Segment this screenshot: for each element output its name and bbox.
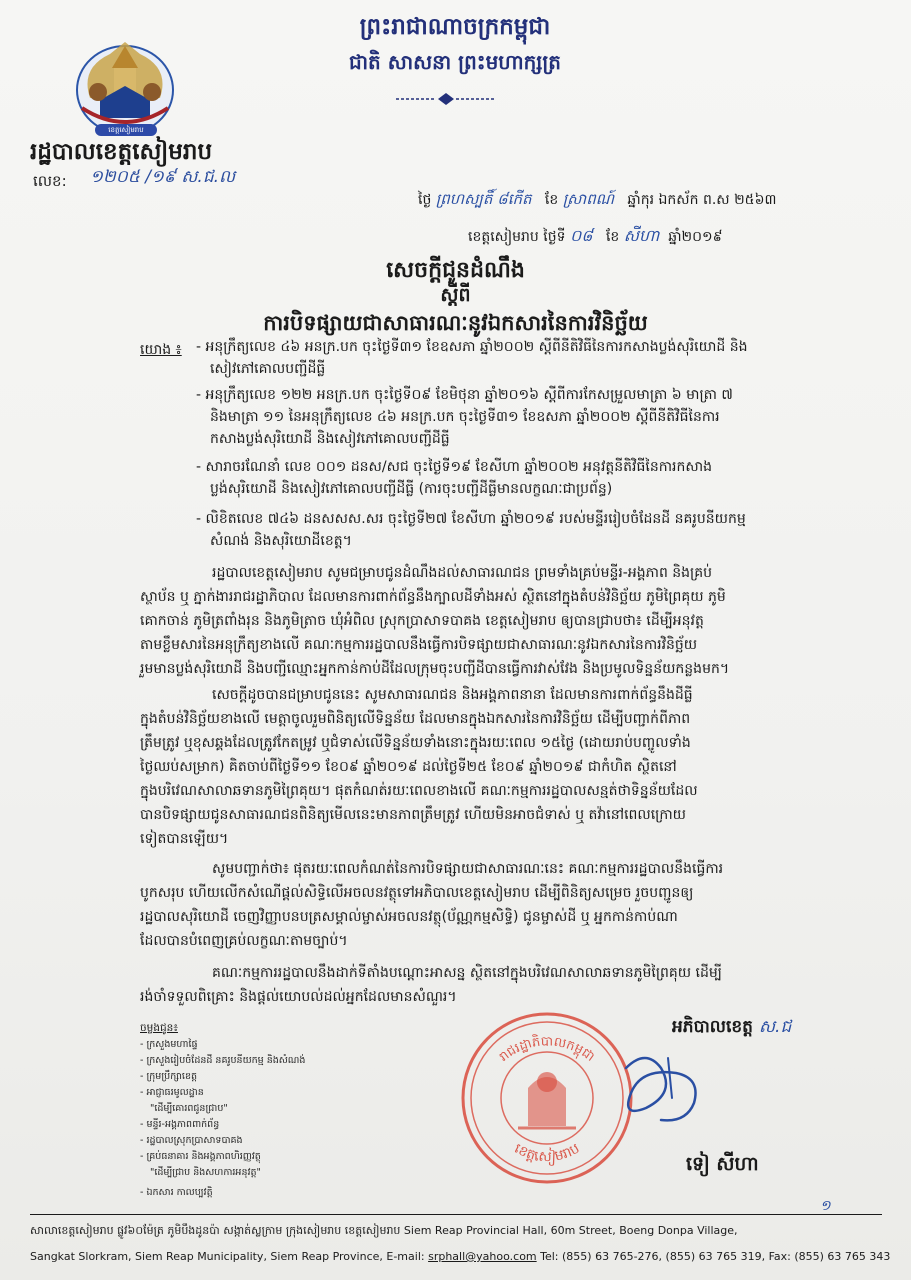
solar-prefix: ខេត្តសៀមរាប ថ្ងៃទី	[468, 229, 566, 245]
cc-item: - អាជ្ញាធរមូលដ្ឋាន	[140, 1087, 204, 1098]
body-line: ស្ថាប័ន ឬ ភ្នាក់ងាររាជរដ្ឋាភិបាល ដែលមានការពាក់ព័ន្ធនឹងក្បាលដីទាំងអស់ ស្ថិតនៅក្នុងតំបន់វិនិច្ឆ័យ ភូមិព្រៃគុយ ភូមិ	[140, 589, 726, 605]
body-line: រដ្ឋបាលសុរិយោដី ចេញវិញ្ញាបនបត្រសម្គាល់ម្ចាស់អចលនវត្ថុ(ប័ណ្ណកម្មសិទ្ធិ) ជូនម្ចាស់ដី ឬ អ្នកកាន់កាប់ណា	[140, 909, 678, 925]
governor-signature	[606, 1038, 706, 1128]
solar-year: ឆ្នាំ២០១៩	[668, 229, 723, 245]
reference-line: ប្លង់សុរិយោដី និងសៀវភៅគោលបញ្ជីដីធ្លី (ការចុះបញ្ជីដីធ្លីមានលក្ខណៈជាប្រព័ន្ធ)	[210, 481, 613, 497]
body-line: សេចក្តីដូចបានជម្រាបជូននេះ សូមសាធារណជន និងអង្គភាពនានា ដែលមានការពាក់ព័ន្ធនឹងដីធ្លី	[212, 687, 693, 703]
cc-item-note: "ដើម្បីជ្រាប និងសហការអនុវត្ត"	[150, 1167, 261, 1178]
governor-name: ទៀ សីហា	[686, 1153, 759, 1175]
stamp-text-top: រាជរដ្ឋាភិបាលកម្ពុជា	[496, 1034, 598, 1065]
reference-line: សំណង់ និងសុរិយោដីខេត្ត។	[210, 533, 352, 549]
governor-title	[672, 1016, 791, 1041]
page-number: ១	[820, 1198, 831, 1214]
references-label: យោង ៖	[140, 342, 182, 358]
reference-line: - អនុក្រឹត្យលេខ ៤៦ អនក្រ.បក ចុះថ្ងៃទី៣១ ខែឧសភា ឆ្នាំ២០០២ ស្តីពីនីតិវិធីនៃការកសាងប្លង់សុរិយោដី និង	[196, 339, 748, 355]
solar-month: សីហា	[623, 226, 660, 245]
footer-contact-suffix: Tel: (855) 63 765-276, (855) 63 765 319, Fax: (855) 63 765 343	[536, 1250, 891, 1263]
body-line: រដ្ឋបាលខេត្តសៀមរាប សូមជម្រាបជូនដំណឹងដល់សាធារណជន ព្រមទាំងគ្រប់មន្ទីរ-អង្គភាព និងគ្រប់	[212, 565, 712, 581]
body-line: គោកចាន់ ភូមិត្រពាំងរុន និងភូមិត្រាច ឃុំអំពិល ស្រុកប្រាសាទបាគង ខេត្តសៀមរាប ឲ្យបានជ្រាបថា៖ ដើម្បីអនុវត្ត	[140, 613, 704, 629]
footer-address: សាលាខេត្តសៀមរាប ផ្លូវ៦០ម៉ែត្រ ភូមិបឹងដូនប៉ា សង្កាត់ស្លក្រាម ក្រុងសៀមរាប ខេត្តសៀមរាប Siem Reap Provincial Hall, 60m Street, Boeng Donpa Village,	[30, 1224, 738, 1237]
kingdom-title: ព្រះរាជាណាចក្រកម្ពុជា	[359, 13, 551, 40]
cc-item: - គ្រប់ធនាគារ និងអង្គភាពហិរញ្ញវត្ថុ	[140, 1151, 261, 1162]
body-line: បានបិទផ្សាយជូនសាធារណជនពិនិត្យមើលនេះមានភាពត្រឹមត្រូវ ហើយមិនអាចជំទាស់ ឬ តវ៉ានៅពេលក្រោយ	[140, 807, 687, 823]
body-line: ដែលបានបំពេញគ្រប់លក្ខណៈតាមច្បាប់។	[140, 933, 348, 949]
footer-contact	[30, 1250, 890, 1263]
reference-line: និងមាត្រា ១១ នៃអនុក្រឹត្យលេខ ៤៦ អនក្រ.បក ចុះថ្ងៃទី៣១ ខែឧសភា ឆ្នាំ២០០២ ស្តីពីនីតិវិធីនៃការ	[210, 409, 720, 425]
footer-divider	[30, 1214, 882, 1215]
lunar-prefix: ថ្ងៃ	[418, 192, 432, 208]
body-line: រួមមានប្លង់សុរិយោដី និងបញ្ជីឈ្មោះអ្នកកាន់កាប់ដីដែលក្រុមចុះបញ្ជីដីបានធ្វើការវាស់វែង និងប្រមូលទិន្នន័យកន្លងមក។	[140, 661, 730, 677]
cc-item: - រដ្ឋបាលស្រុកប្រាសាទបាគង	[140, 1135, 243, 1146]
cc-item: - មន្ទីរ-អង្គភាពពាក់ព័ន្ធ	[140, 1119, 220, 1130]
reference-line: កសាងប្លង់សុរិយោដី និងសៀវភៅគោលបញ្ជីដីធ្លី	[210, 431, 450, 447]
issuing-authority: រដ្ឋបាលខេត្តសៀមរាប	[30, 139, 213, 165]
reference-line: - លិខិតលេខ ៧៤៦ ដនសសស.សរ ចុះថ្ងៃទី២៧ ខែសីហា ឆ្នាំ២០១៩ របស់មន្ទីររៀបចំដែនដី នគរូបនីយកម្ម	[196, 511, 746, 527]
page-number-mark	[816, 1196, 838, 1214]
lunar-month-label: ខែ	[544, 192, 559, 208]
notice-title: សេចក្តីជូនដំណឹង	[386, 257, 525, 283]
governor-title-text: អភិបាលខេត្ត	[672, 1017, 753, 1037]
national-motto: ជាតិ សាសនា ព្រះមហាក្សត្រ	[349, 50, 561, 74]
solar-day: ០៨	[569, 226, 593, 245]
solar-date	[468, 225, 723, 249]
body-line: ថ្ងៃឈប់សម្រាក) គិតចាប់ពីថ្ងៃទី១១ ខែ០៩ ឆ្នាំ២០១៩ ដល់ថ្ងៃទី២៥ ខែ០៩ ឆ្នាំ២០១៩ ជាកំហិត ស្ថិតនៅ	[140, 759, 677, 775]
notice-subject-label: ស្តីពី	[440, 284, 471, 306]
footer-email-link[interactable]: srphall@yahoo.com	[428, 1250, 537, 1263]
reference-line: សៀវភៅគោលបញ្ជីដីធ្លី	[210, 361, 326, 377]
lunar-month: ស្រាពណ៍	[562, 190, 615, 208]
body-line: រង់ចាំទទួលពិគ្រោះ និងផ្តល់យោបល់ដល់អ្នកដែលមានសំណួរ។	[140, 989, 457, 1005]
body-line: ត្រឹមត្រូវ ឬខុសឆ្គងដែលត្រូវកែតម្រូវ ឬជំទាស់លើទិន្នន័យទាំងនោះក្នុងរយៈពេល ១៥ថ្ងៃ (ដោយរាប់បញ្ចូលទាំង	[140, 735, 691, 751]
body-line: សូមបញ្ជាក់ថា៖ ផុតរយៈពេលកំណត់នៃការបិទផ្សាយជាសាធារណៈនេះ គណៈកម្មការរដ្ឋបាលនឹងធ្វើការ	[212, 861, 724, 877]
solar-month-label: ខែ	[605, 229, 620, 245]
cc-item-note: "ដើម្បីគោរពជូនជ្រាប"	[150, 1103, 228, 1114]
reference-line: - សារាចរណែនាំ លេខ ០០១ ដនស/សជ ចុះថ្ងៃទី១៩ ខែសីហា ឆ្នាំ២០០២ អនុវត្តនីតិវិធីនៃការកសាង	[196, 459, 713, 475]
reference-number: ១២០៥ /១៩ ស.ជ.ល	[90, 167, 236, 187]
kingdom-header	[300, 12, 610, 76]
reference-label: លេខ:	[33, 172, 67, 190]
body-line: ក្នុងតំបន់វិនិច្ឆ័យខាងលើ មេត្តាចូលរួមពិនិត្យលើទិន្នន័យ ដែលមានក្នុងឯកសារនៃការវិនិច្ឆ័យ ដើម្បីបញ្ជាក់ពីភាព	[140, 711, 691, 727]
svg-text:រាជរដ្ឋាភិបាលកម្ពុជា	[497, 1033, 598, 1065]
cc-item: - ក្រសួងរៀបចំដែនដី នគរូបនីយកម្ម និងសំណង់	[140, 1055, 306, 1066]
cc-item: - ឯកសារ កាលប្បវត្តិ	[140, 1187, 213, 1198]
provincial-emblem-logo	[70, 38, 180, 138]
reference-line: - អនុក្រឹត្យលេខ ១២២ អនក្រ.បក ចុះថ្ងៃទី០៩ ខែមិថុនា ឆ្នាំ២០១៦ ស្តីពីការកែសម្រួលមាត្រា ៦ មាត្រា ៧	[196, 387, 733, 403]
footer-contact-prefix: Sangkat Slorkram, Siem Reap Municipality, Siem Reap Province, E-mail:	[30, 1250, 429, 1263]
governor-initials: ស.ជ	[758, 1017, 792, 1037]
body-line: បូកសរុប ហើយលើកសំណើផ្តល់សិទ្ធិលើអចលនវត្ថុទៅអភិបាលខេត្តសៀមរាប ដើម្បីពិនិត្យសម្រេច រួចបញ្ជូនឲ្យ	[140, 885, 694, 901]
lunar-year: ឆ្នាំកុរ ឯកស័ក ព.ស ២៥៦៣	[627, 192, 777, 208]
notice-subject: ការបិទផ្សាយជាសាធារណៈនូវឯកសារនៃការវិនិច្ឆ័យ	[263, 310, 648, 335]
cc-heading: ចម្លងជូន៖	[140, 1022, 178, 1034]
lunar-day: ព្រហស្បតិ៍ ៨កើត	[435, 190, 532, 208]
cc-item: - ក្រុមប្រឹក្សាខេត្ត	[140, 1071, 198, 1082]
cc-item: - ក្រសួងមហាផ្ទៃ	[140, 1039, 198, 1050]
body-line: តាមខ្លឹមសារនៃអនុក្រឹត្យខាងលើ គណៈកម្មការរដ្ឋបាលនឹងធ្វើការបិទផ្សាយជាសាធារណៈនូវឯកសារនៃការវិនិច្ឆ័យ	[140, 637, 698, 653]
lunar-date	[418, 190, 776, 212]
logo-caption: ខេត្តសៀមរាប	[95, 124, 157, 136]
stamp-text-bottom: ខេត្តសៀមរាប	[511, 1140, 583, 1166]
header-ornament	[396, 92, 496, 106]
body-line: ក្នុងបរិវេណសាលាឆទានភូមិព្រៃគុយ។ ផុតកំណត់រយៈពេលខាងលើ គណៈកម្មការរដ្ឋបាលសន្មត់ថាទិន្នន័យដែល	[140, 783, 698, 799]
body-line: គណៈកម្មការរដ្ឋបាលនឹងដាក់ទីតាំងបណ្តោះអាសន្ន ស្ថិតនៅក្នុងបរិវេណសាលាឆទានភូមិព្រៃគុយ ដើម្បី	[212, 965, 722, 981]
body-line: ទៀតបានឡើយ។	[140, 831, 229, 847]
